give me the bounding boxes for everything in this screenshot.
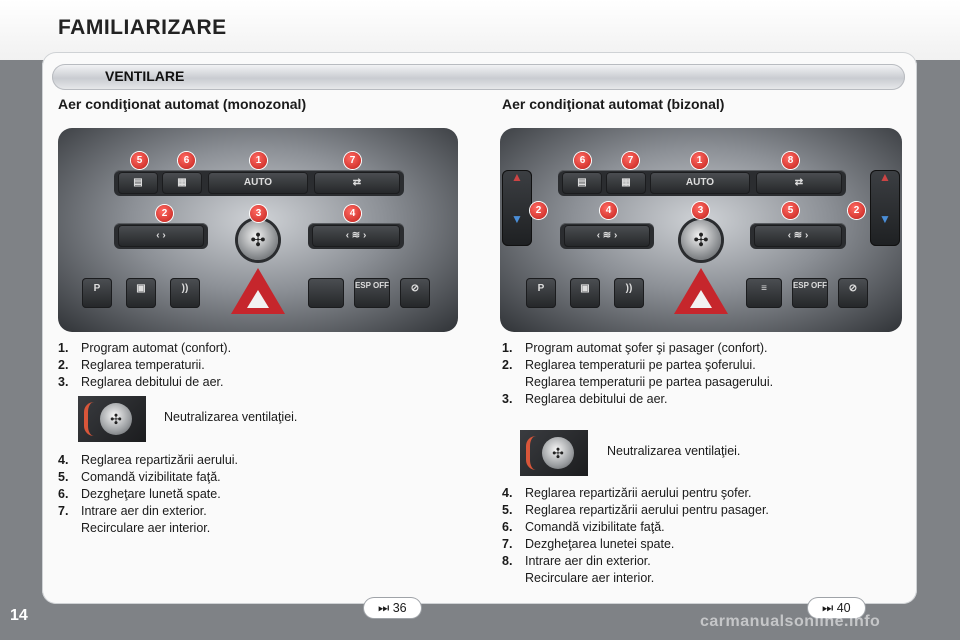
fan-knob: ✣: [681, 220, 721, 260]
list-item-continuation: Reglarea temperaturii pe partea pasagerului.: [525, 375, 774, 389]
right-note: Neutralizarea ventilaţiei.: [607, 444, 741, 458]
callout-2-driver: 2: [530, 202, 547, 219]
page-number: 14: [10, 607, 28, 624]
list-item: 3. Reglarea debitului de aer.: [58, 375, 224, 389]
list-item: 5. Comandă vizibilitate faţă.: [58, 470, 221, 484]
list-item: 6. Dezgheţare lunetă spate.: [58, 487, 221, 501]
list-item: 6. Comandă vizibilitate faţă.: [502, 520, 665, 534]
driver-temp-key: ▲ ▼: [502, 170, 532, 246]
callout-4: 4: [600, 202, 617, 219]
recirculation-key: ⇄: [314, 172, 400, 194]
list-item: 5. Reglarea repartizării aerului pentru pasager.: [502, 503, 769, 517]
rear-demist-key: ▦: [606, 172, 646, 194]
list-item: 3. Reglarea debitului de aer.: [502, 392, 668, 406]
right-auto-key: AUTO: [650, 172, 750, 194]
right-page-ref-link[interactable]: ⏭ 40: [808, 598, 865, 618]
list-item: 7. Intrare aer din exterior.: [58, 504, 207, 518]
right-console-image: [500, 128, 902, 332]
callout-2-passenger: 2: [848, 202, 865, 219]
callout-6: 6: [574, 152, 591, 169]
recirculation-key: ⇄: [756, 172, 842, 194]
right-list-a: [502, 340, 902, 408]
list-item: 1. Program automat şofer şi pasager (confort).: [502, 341, 768, 355]
list-item: 4. Reglarea repartizării aerului.: [58, 453, 239, 467]
callout-8: 8: [782, 152, 799, 169]
callout-1: 1: [250, 152, 267, 169]
lock-key: ▣: [126, 278, 156, 308]
page-title: FAMILIARIZARE: [58, 16, 227, 39]
park-off-key: P: [82, 278, 112, 308]
list-item-continuation: Recirculare aer interior.: [81, 521, 211, 535]
left-console-image: [58, 128, 458, 332]
windscreen-key: ▤: [118, 172, 158, 194]
rear-demist-key: ▦: [162, 172, 202, 194]
alarm-off-key: )): [170, 278, 200, 308]
callout-3: 3: [250, 205, 267, 222]
airbag-key: ⊘: [400, 278, 430, 308]
lock-key: ▣: [570, 278, 600, 308]
list-item: 2. Reglarea temperaturii.: [58, 358, 205, 372]
callout-1: 1: [691, 152, 708, 169]
blank-key: [308, 278, 344, 308]
list-item-continuation: Recirculare aer interior.: [525, 571, 655, 585]
esp-off-key: ESP OFF: [354, 278, 390, 308]
esp-off-key: ESP OFF: [792, 278, 828, 308]
right-list-b: [502, 485, 902, 587]
driver-distribution-key: ‹ ≋ ›: [564, 225, 650, 247]
list-item: 2. Reglarea temperaturii pe partea şoferului.: [502, 358, 756, 372]
hazard-inner-icon: [247, 290, 269, 308]
right-heading: Aer condiţionat automat (bizonal): [502, 96, 725, 112]
fan-icon: ✣: [100, 403, 132, 435]
left-list-b: [58, 452, 458, 537]
hazard-inner-icon: [690, 290, 712, 308]
left-auto-key: AUTO: [208, 172, 308, 194]
section-title: VENTILARE: [105, 68, 185, 84]
callout-5: 5: [131, 152, 148, 169]
distribution-key: ‹ ≋ ›: [312, 225, 400, 247]
alarm-off-key: )): [614, 278, 644, 308]
callout-7: 7: [344, 152, 361, 169]
right-fan-thumbnail: [520, 430, 588, 476]
passenger-distribution-key: ‹ ≋ ›: [754, 225, 842, 247]
fan-icon: ✣: [542, 437, 574, 469]
list-item: 8. Intrare aer din exterior.: [502, 554, 651, 568]
list-item: 7. Dezgheţarea lunetei spate.: [502, 537, 675, 551]
suspension-key: ≡: [746, 278, 782, 308]
passenger-temp-key: ▲ ▼: [870, 170, 900, 246]
left-page-ref-link[interactable]: ⏭ 36: [364, 598, 421, 618]
windscreen-key: ▤: [562, 172, 602, 194]
callout-5: 5: [782, 202, 799, 219]
airbag-key: ⊘: [838, 278, 868, 308]
callout-4: 4: [344, 205, 361, 222]
watermark: carmanualsonline.info: [700, 613, 881, 630]
left-list-a: [58, 340, 458, 391]
list-item: 1. Program automat (confort).: [58, 341, 232, 355]
callout-3: 3: [692, 202, 709, 219]
list-item: 4. Reglarea repartizării aerului pentru şofer.: [502, 486, 752, 500]
temp-key: ‹ ›: [118, 225, 204, 247]
callout-7: 7: [622, 152, 639, 169]
left-fan-thumbnail: [78, 396, 146, 442]
callout-6: 6: [178, 152, 195, 169]
left-heading: Aer condiţionat automat (monozonal): [58, 96, 307, 112]
park-off-key: P: [526, 278, 556, 308]
fan-knob: ✣: [238, 220, 278, 260]
callout-2: 2: [156, 205, 173, 222]
left-note: Neutralizarea ventilaţiei.: [164, 410, 298, 424]
